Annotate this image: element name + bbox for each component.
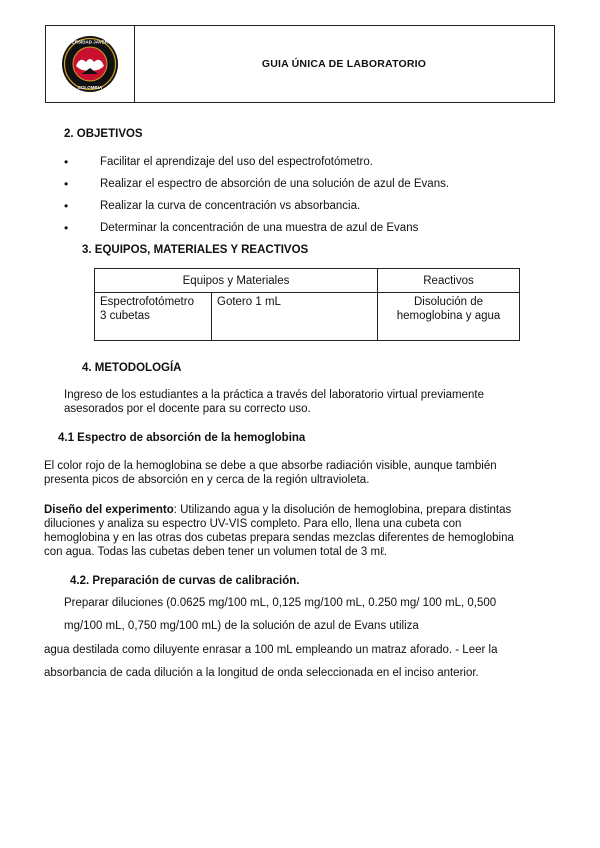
curvas-paragraph-2: agua destilada como diluyente enrasar a 100 mL empleando un matraz aforado. - Leer la absorbancia de cada dilución a la longitud de onda seleccionada en el inciso anterior. xyxy=(44,644,498,679)
objetivo-item: • Realizar la curva de concentración vs absorbancia. xyxy=(64,199,361,213)
bullet-icon: • xyxy=(64,221,69,235)
objetivo-item: • Facilitar el aprendizaje del uso del espectrofotómetro. xyxy=(64,155,373,169)
espectro-heading: 4.1 Espectro de absorción de la hemoglobina xyxy=(58,432,306,444)
metodologia-paragraph: Ingreso de los estudiantes a la práctica a través del laboratorio virtual previamente asesorados por el docente para su correcto uso. xyxy=(64,389,484,415)
table-row xyxy=(95,269,520,293)
metodologia-heading: 4. METODOLOGÍA xyxy=(82,362,182,374)
diseno-paragraph: Diseño del experimento: Utilizando agua y la disolución de hemoglobina, prepara distintas diluciones y analiza su espectro UV-VIS completo. Para ello, llena una cubeta con hemoglobina y en las otras dos cubetas prepara sendas mezclas diferentes de hemoglobina con agua. Todas las cubetas deben tener un volumen total de 3 mℓ. xyxy=(44,504,514,558)
table-row xyxy=(95,293,520,341)
bullet-icon: • xyxy=(64,177,69,191)
curvas-heading: 4.2. Preparación de curvas de calibración. xyxy=(70,575,300,587)
svg-text:UNIVERSIDAD JAVERIANA: UNIVERSIDAD JAVERIANA xyxy=(61,39,119,45)
table-header-equipos: Equipos y Materiales xyxy=(95,269,378,293)
table-cell: Espectrofotómetro 3 cubetas xyxy=(95,293,212,341)
table-cell: Gotero 1 mL xyxy=(212,293,378,341)
equipos-table xyxy=(94,268,520,341)
equipos-heading: 3. EQUIPOS, MATERIALES Y REACTIVOS xyxy=(82,244,309,256)
objetivo-item: • Realizar el espectro de absorción de una solución de azul de Evans. xyxy=(64,177,450,191)
document-title: GUIA ÚNICA DE LABORATORIO xyxy=(261,58,427,70)
table-cell: Disolución de hemoglobina y agua xyxy=(378,293,520,341)
bullet-icon: • xyxy=(64,155,69,169)
curvas-paragraph-1: Preparar diluciones (0.0625 mg/100 mL, 0,125 mg/100 mL, 0.250 mg/ 100 mL, 0,500 mg/100 mL, 0,750 mg/100 mL) de la solución de azul de Evans utiliza xyxy=(64,597,497,632)
objetivos-heading: 2. OBJETIVOS xyxy=(64,128,143,140)
table-header-reactivos: Reactivos xyxy=(378,269,520,293)
diseno-label: Diseño del experimento xyxy=(44,504,174,516)
espectro-paragraph: El color rojo de la hemoglobina se debe a que absorbe radiación visible, aunque también presenta picos de absorción en y cerca de la región ultravioleta. xyxy=(44,460,497,486)
bullet-icon: • xyxy=(64,199,69,213)
document-header xyxy=(45,25,555,103)
objetivo-item: • Determinar la concentración de una muestra de azul de Evans xyxy=(64,221,419,235)
university-logo xyxy=(46,26,134,102)
logo-cell xyxy=(46,26,135,102)
svg-text:COLOMBIA: COLOMBIA xyxy=(77,85,103,90)
